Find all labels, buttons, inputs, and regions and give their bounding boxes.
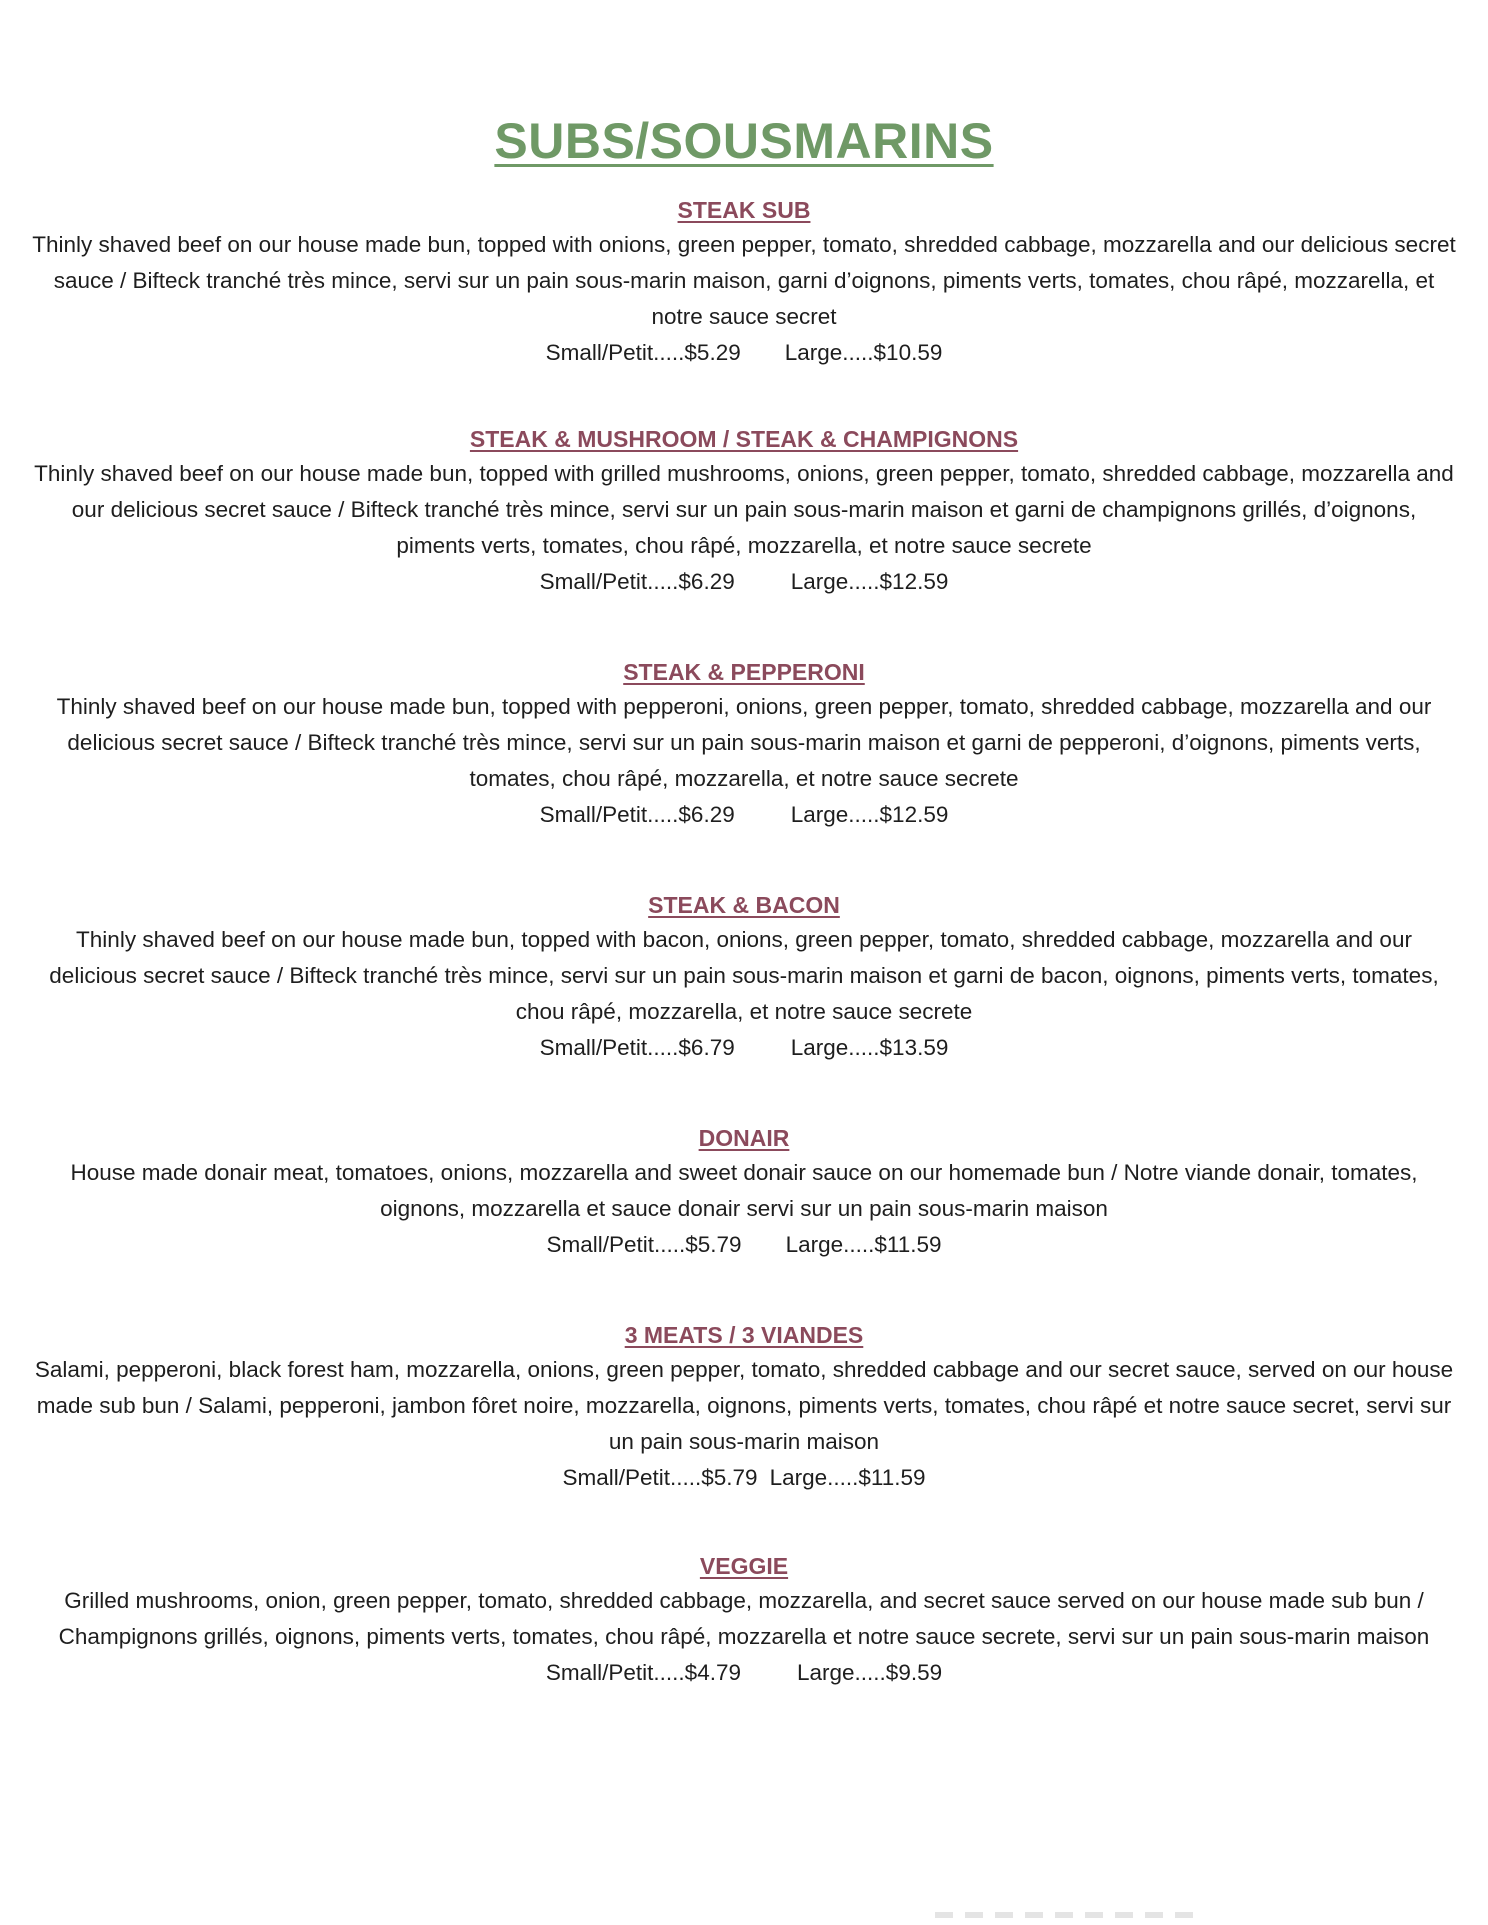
menu-item-steak-bacon	[30, 888, 1458, 1066]
menu-item-3-meats	[30, 1318, 1458, 1496]
price-large: Large.....$12.59	[790, 802, 949, 827]
menu-item-donair	[30, 1121, 1458, 1263]
price-small: Small/Petit.....$6.79	[539, 1035, 735, 1060]
item-prices	[30, 335, 1458, 371]
item-description: Thinly shaved beef on our house made bun, topped with onions, green pepper, tomato, shredded cabbage, mozzarella and our delicious secret sauce / Bifteck tranché très mince, servi sur un pain sous-marin maison, garni d’oignons, piments verts, tomates, chou râpé, mozzarella, et notre sauce secret	[32, 232, 1456, 329]
item-prices	[30, 797, 1458, 833]
price-large: Large.....$11.59	[785, 1232, 942, 1257]
price-large: Large.....$10.59	[784, 340, 943, 365]
menu-item-steak-sub	[30, 193, 1458, 371]
menu-item-steak-pepperoni	[30, 655, 1458, 833]
menu-item-steak-mushroom	[30, 422, 1458, 600]
item-description: Thinly shaved beef on our house made bun, topped with bacon, onions, green pepper, tomato, shredded cabbage, mozzarella and our delicious secret sauce / Bifteck tranché très mince, servi sur un pain sous-marin maison et garni de bacon, oignons, piments verts, tomates, chou râpé, mozzarella, et notre sauce secrete	[49, 927, 1439, 1024]
menu-item-veggie	[30, 1549, 1458, 1691]
item-name: STEAK & MUSHROOM / STEAK & CHAMPIGNONS	[469, 426, 1019, 452]
item-description: Salami, pepperoni, black forest ham, mozzarella, onions, green pepper, tomato, shredded cabbage and our secret sauce, served on our house made sub bun / Salami, pepperoni, jambon fôret noire, mozzarella, oignons, piments verts, tomates, chou râpé et notre sauce secret, servi sur un pain sous-marin maison	[34, 1357, 1454, 1454]
item-name: STEAK & PEPPERONI	[623, 659, 865, 685]
item-prices	[30, 1227, 1458, 1263]
item-prices	[30, 1655, 1458, 1691]
item-name: STEAK & BACON	[648, 892, 840, 918]
price-small: Small/Petit.....$4.79	[545, 1660, 741, 1685]
item-description: Grilled mushrooms, onion, green pepper, tomato, shredded cabbage, mozzarella, and secret sauce served on our house made sub bun / Champignons grillés, oignons, piments verts, tomates, chou râpé, mozzarella et notre sauce secrete, servi sur un pain sous-marin maison	[58, 1588, 1430, 1649]
item-description: House made donair meat, tomatoes, onions, mozzarella and sweet donair sauce on our homemade bun / Notre viande donair, tomates, oignons, mozzarella et sauce donair servi sur un pain sous-marin maison	[70, 1160, 1418, 1221]
price-small: Small/Petit.....$6.29	[539, 802, 735, 827]
item-name: DONAIR	[698, 1125, 790, 1151]
price-large: Large.....$13.59	[790, 1035, 949, 1060]
item-description: Thinly shaved beef on our house made bun, topped with pepperoni, onions, green pepper, tomato, shredded cabbage, mozzarella and our delicious secret sauce / Bifteck tranché très mince, servi sur un pain sous-marin maison et garni de pepperoni, d’oignons, piments verts, tomates, chou râpé, mozzarella, et notre sauce secrete	[56, 694, 1432, 791]
price-small: Small/Petit.....$6.29	[539, 569, 735, 594]
price-large: Large.....$12.59	[790, 569, 949, 594]
price-small: Small/Petit.....$5.29	[545, 340, 741, 365]
item-name: VEGGIE	[699, 1553, 789, 1579]
item-prices	[30, 1030, 1458, 1066]
scan-artifact	[935, 1912, 1195, 1918]
price-large: Large.....$11.59	[769, 1465, 926, 1490]
menu-title: SUBS/SOUSMARINS	[494, 113, 994, 169]
price-small: Small/Petit.....$5.79	[562, 1465, 758, 1490]
item-name: 3 MEATS / 3 VIANDES	[624, 1322, 864, 1348]
item-name: STEAK SUB	[677, 197, 811, 223]
item-prices	[30, 564, 1458, 600]
price-small: Small/Petit.....$5.79	[546, 1232, 742, 1257]
item-description: Thinly shaved beef on our house made bun, topped with grilled mushrooms, onions, green pepper, tomato, shredded cabbage, mozzarella and our delicious secret sauce / Bifteck tranché très mince, servi sur un pain sous-marin maison et garni de champignons grillés, d’oignons, piments verts, tomates, chou râpé, mozzarella, et notre sauce secrete	[34, 461, 1454, 558]
price-large: Large.....$9.59	[797, 1660, 943, 1685]
item-prices	[30, 1460, 1458, 1496]
